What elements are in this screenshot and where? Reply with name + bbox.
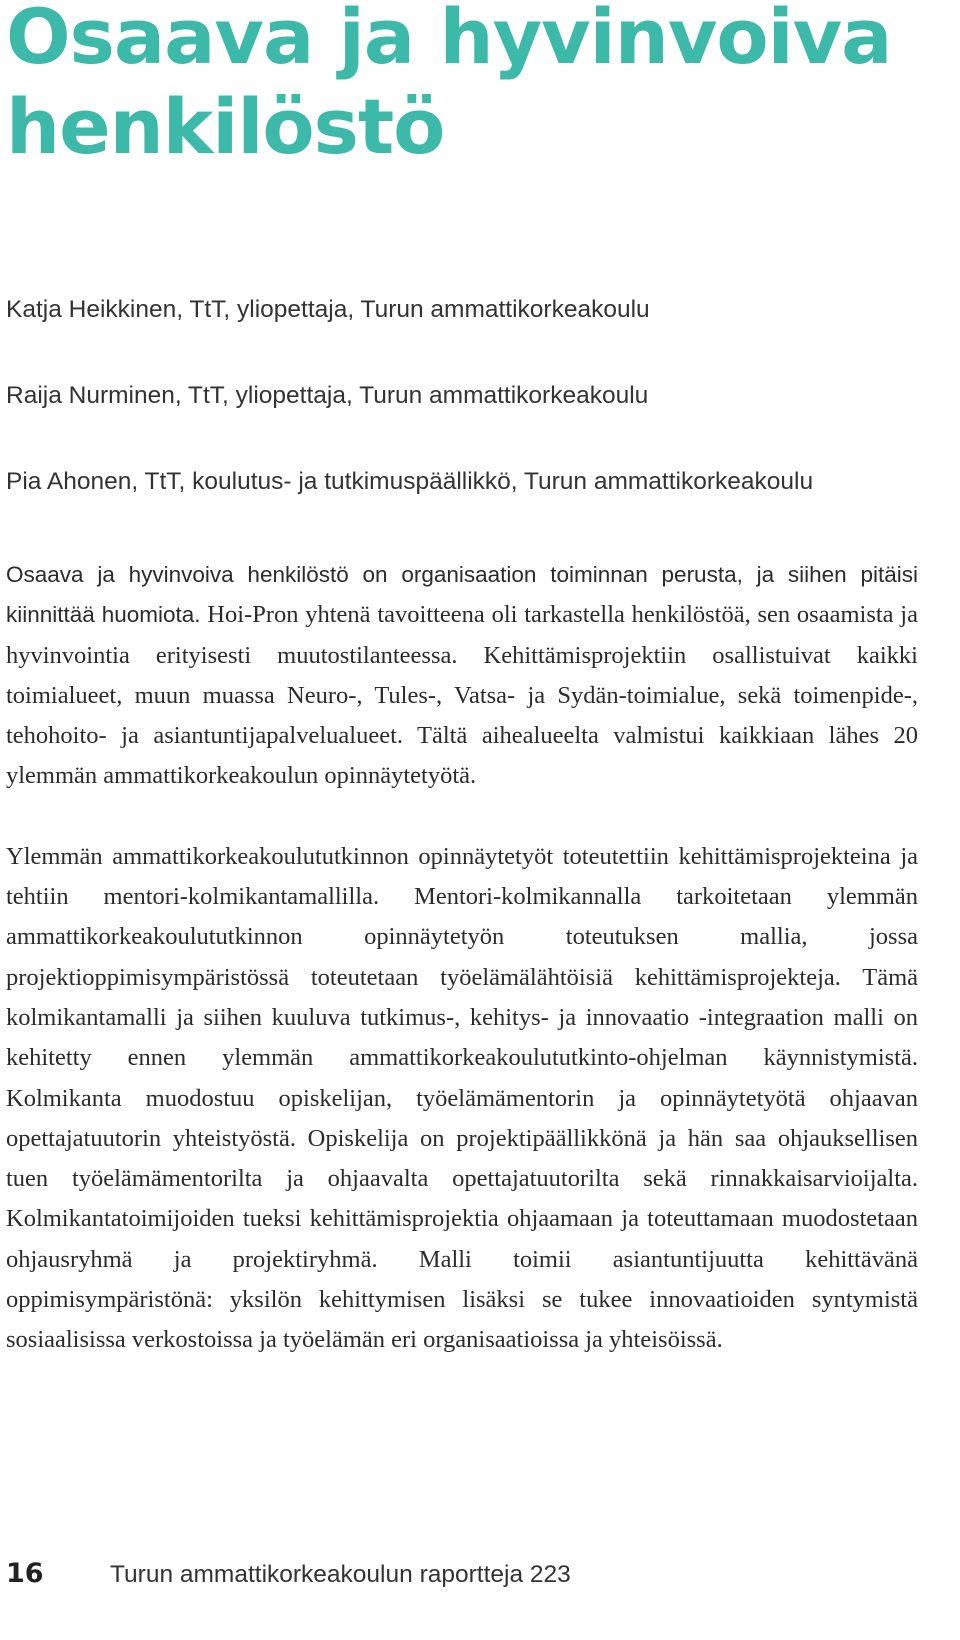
author-list <box>6 290 936 548</box>
paragraph-text: Hoi-Pron yhtenä tavoitteena oli tarkastella henkilöstöä, sen osaamista ja hyvinvointia erityisesti muutostilanteessa. Kehittämisprojektiin osallistuivat kaikki toimialueet, muun muassa Neuro-, Tules-, Vatsa- ja Sydän-toimialue, sekä toimenpide-, tehohoito- ja asiantuntijapalvelualueet. Tältä aihealueelta valmistui kaikkiaan lähes 20 ylemmän ammattikorkeakoulun opinnäytetyötä. <box>6 601 918 790</box>
author-item: Raija Nurminen, TtT, yliopettaja, Turun ammattikorkeakoulu <box>6 382 649 409</box>
page-footer <box>6 1554 936 1594</box>
page-number: 16 <box>6 1558 44 1589</box>
paragraph-lead: Osaava ja hyvinvoiva henkilöstö on organisaation toiminnan perusta, ja siihen pitäisi kiinnittää huomiota. <box>6 562 918 628</box>
body-text <box>6 555 918 1361</box>
author-item: Pia Ahonen, TtT, koulutus- ja tutkimuspäällikkö, Turun ammattikorkeakoulu <box>6 468 814 495</box>
paragraph <box>6 555 918 797</box>
report-series-title: Turun ammattikorkeakoulun raportteja 223 <box>110 1561 571 1588</box>
author-item: Katja Heikkinen, TtT, yliopettaja, Turun ammattikorkeakoulu <box>6 296 650 323</box>
page-title: Osaava ja hyvinvoiva henkilöstö <box>6 0 892 171</box>
paragraph: Ylemmän ammattikorkeakoulututkinnon opinnäytetyöt toteutettiin kehittämisprojekteina ja tehtiin mentori-kolmikantamallilla. Mentori-kolmikannalla tarkoitetaan ylemmän ammattikorkeakoulututkinnon opinnäytetyön toteutuksen mallia, jossa projektioppimisympäristössä toteutetaan työelämälähtöisiä kehittämisprojekteja. Tämä kolmikantamalli ja siihen kuuluva tutkimus-, kehitys- ja innovaatio -integraation malli on kehitetty ennen ylemmän ammattikorkeakoulututkinto-ohjelman käynnistymistä. Kolmikanta muodostuu opiskelijan, työelämämentorin ja opinnäytetyötä ohjaavan opettajatuutorin yhteistyöstä. Opiskelija on projektipäällikkönä ja hän saa ohjauksellisen tuen työelämämentorilta ja ohjaavalta opettajatuutorilta sekä rinnakkaisarvioijalta. Kolmikantatoimijoiden tueksi kehittämisprojektia ohjaamaan ja toteuttamaan muodostetaan ohjausryhmä ja projektiryhmä. Malli toimii asiantuntijuutta kehittävänä oppimisympäristönä: yksilön kehittymisen lisäksi se tukee innovaatioiden syntymistä sosiaalisissa verkostoissa ja työelämän eri organisaatioissa ja yhteisöissä. <box>6 842 918 1354</box>
